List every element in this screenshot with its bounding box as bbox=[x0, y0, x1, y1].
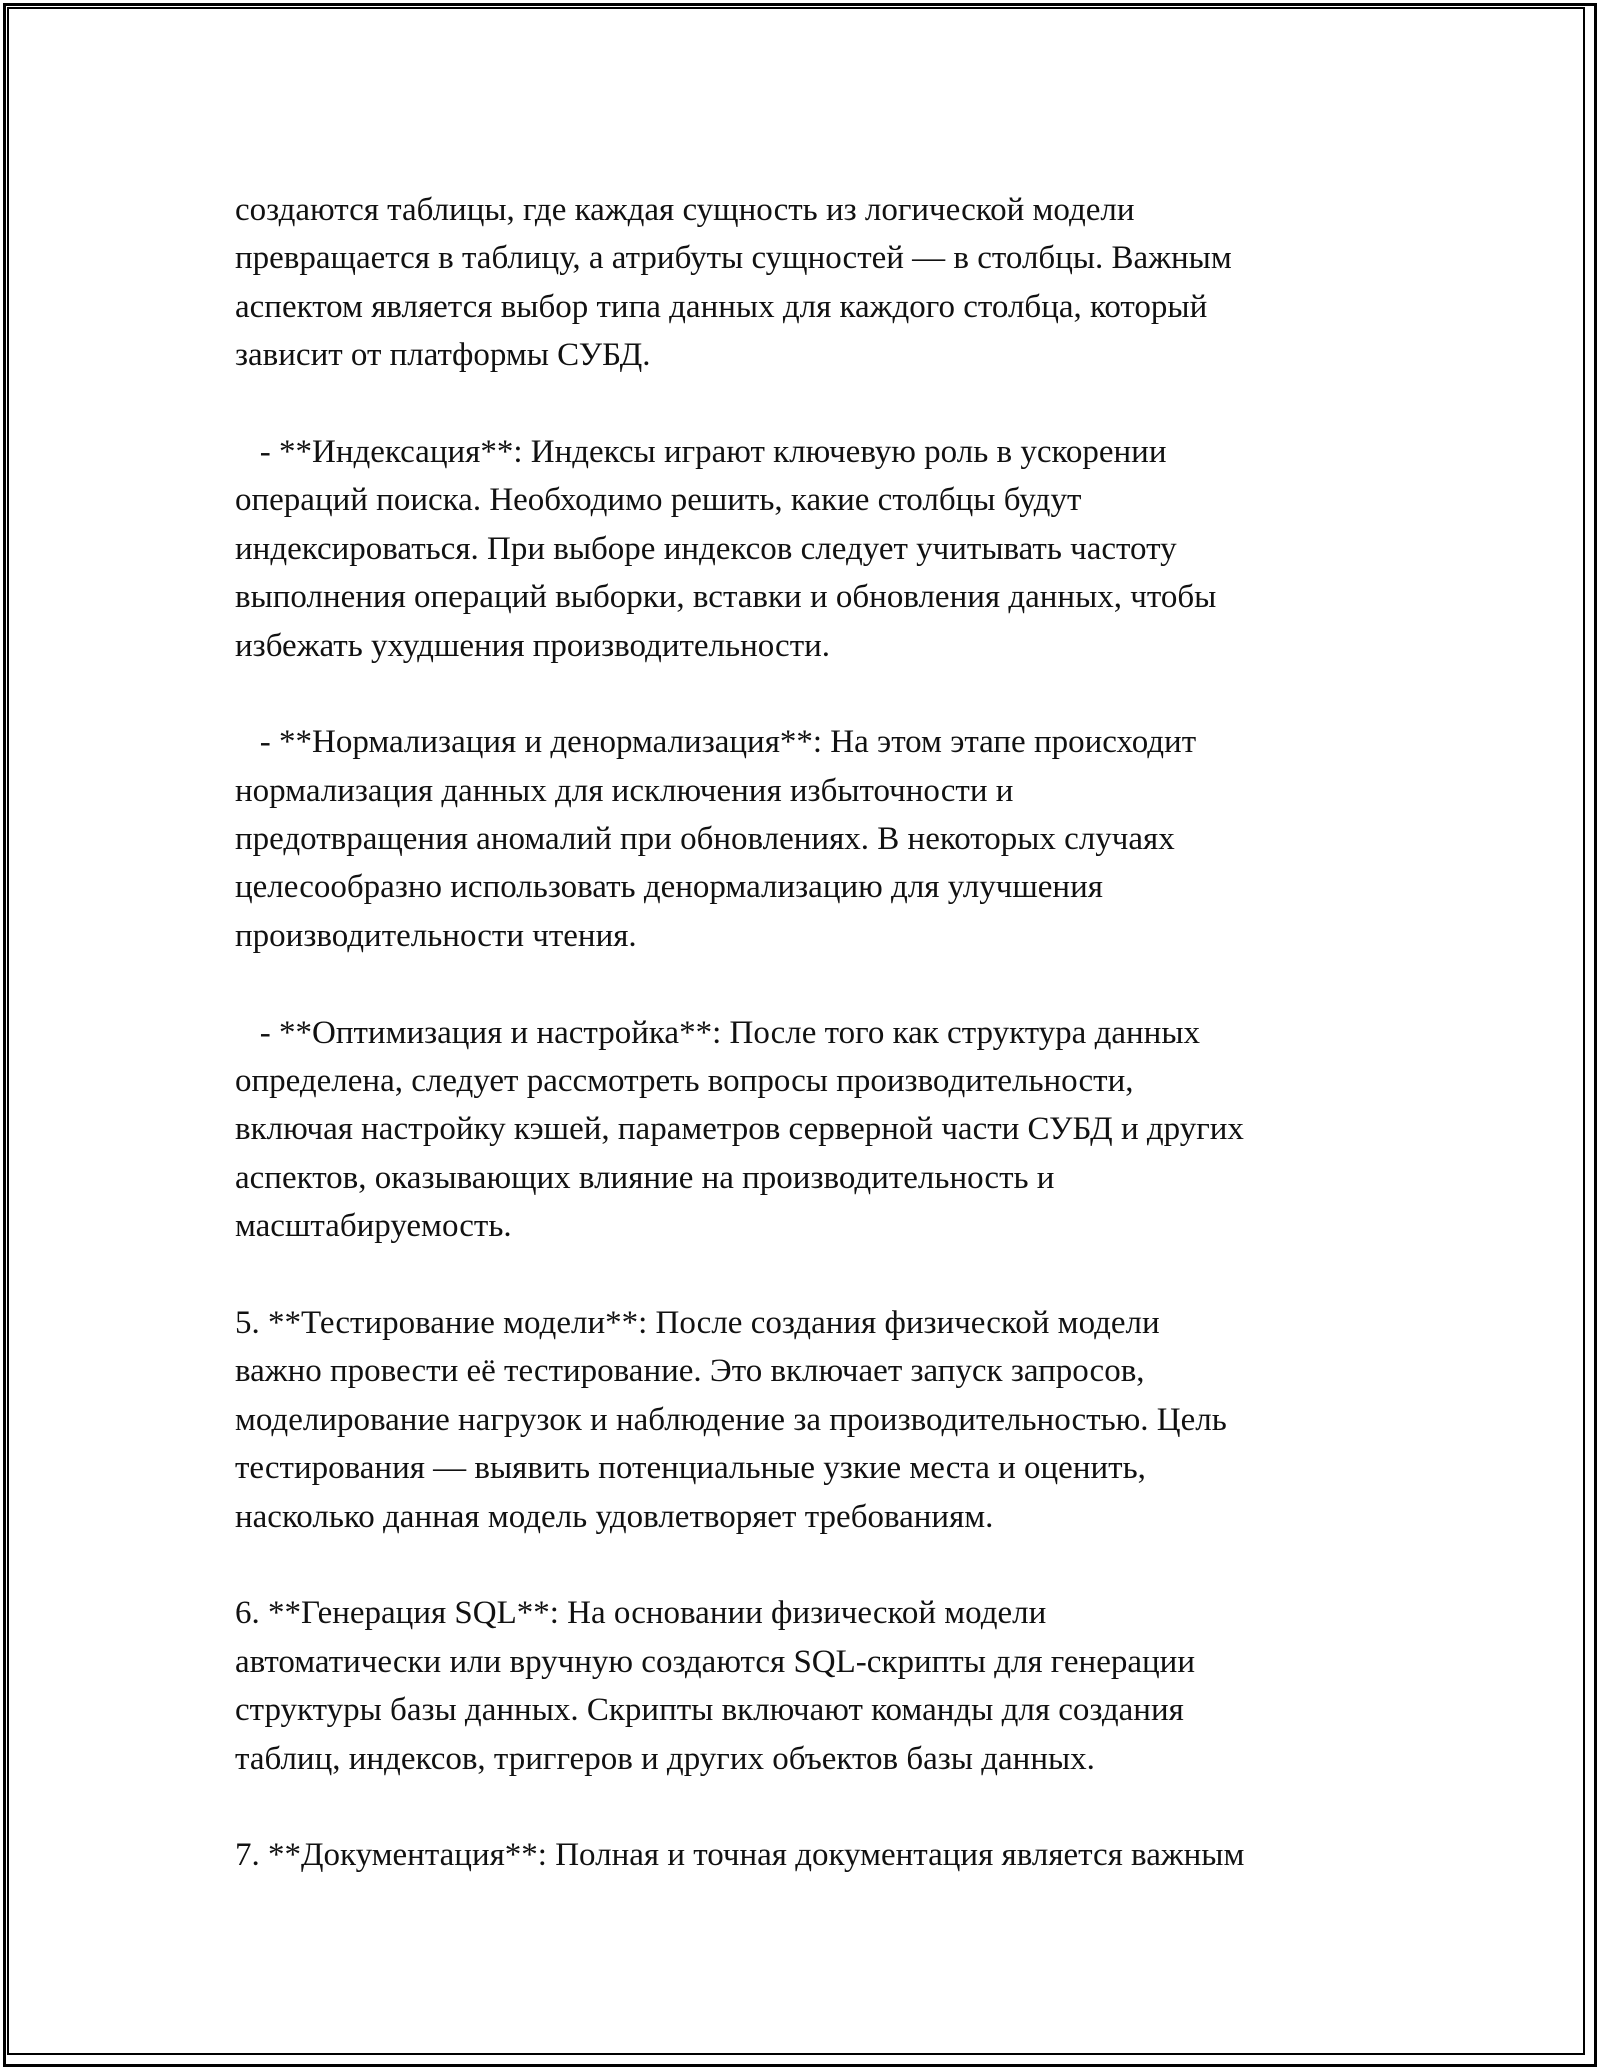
paragraph-documentation bbox=[235, 1831, 1415, 1879]
paragraph-gap bbox=[235, 960, 1415, 1008]
text-line: включая настройку кэшей, параметров серверной части СУБД и других bbox=[235, 1111, 1244, 1148]
paragraph-normalization bbox=[235, 718, 1415, 960]
text-line: создаются таблицы, где каждая сущность из логической модели bbox=[235, 192, 1135, 228]
text-line: 6. **Генерация SQL**: На основании физической модели bbox=[235, 1595, 1047, 1632]
text-line: автоматически или вручную создаются SQL-скрипты для генерации bbox=[235, 1643, 1195, 1680]
text-line: целесообразно использовать денормализацию для улучшения bbox=[235, 869, 1103, 906]
text-line: нормализация данных для исключения избыточности и bbox=[235, 772, 1014, 809]
text-line: - **Индексация**: Индексы играют ключевую роль в ускорении bbox=[235, 433, 1167, 470]
text-line: - **Оптимизация и настройка**: После того как структура данных bbox=[235, 1014, 1201, 1051]
text-line: индексироваться. При выборе индексов следует учитывать частоту bbox=[235, 530, 1177, 567]
paragraph-gap bbox=[235, 1783, 1415, 1831]
text-line: таблиц, индексов, триггеров и других объектов базы данных. bbox=[235, 1740, 1095, 1777]
text-line: важно провести её тестирование. Это включает запуск запросов, bbox=[235, 1353, 1145, 1390]
text-line: 7. **Документация**: Полная и точная документация является важным bbox=[235, 1837, 1245, 1874]
text-line: структуры базы данных. Скрипты включают команды для создания bbox=[235, 1692, 1184, 1729]
text-line: производительности чтения. bbox=[235, 917, 637, 954]
text-line: моделирование нагрузок и наблюдение за производительностью. Цель bbox=[235, 1401, 1227, 1438]
text-line: - **Нормализация и денормализация**: На этом этапе происходит bbox=[235, 724, 1197, 761]
text-line: избежать ухудшения производительности. bbox=[235, 627, 831, 664]
paragraph-testing bbox=[235, 1299, 1415, 1541]
text-line: 5. **Тестирование модели**: После создания физической модели bbox=[235, 1304, 1160, 1341]
text-line: определена, следует рассмотреть вопросы производительности, bbox=[235, 1063, 1134, 1100]
text-line: масштабируемость. bbox=[235, 1208, 512, 1245]
text-line: превращается в таблицу, а атрибуты сущностей — в столбцы. Важным bbox=[235, 240, 1232, 277]
paragraph-gap bbox=[235, 1541, 1415, 1589]
text-line: тестирования — выявить потенциальные узкие места и оценить, bbox=[235, 1450, 1146, 1487]
paragraph-physical-tables bbox=[235, 186, 1415, 380]
text-line: зависит от платформы СУБД. bbox=[235, 337, 651, 374]
paragraph-optimization bbox=[235, 1009, 1415, 1251]
text-line: предотвращения аномалий при обновлениях. В некоторых случаях bbox=[235, 821, 1175, 858]
paragraph-gap bbox=[235, 670, 1415, 718]
text-line: насколько данная модель удовлетворяет требованиям. bbox=[235, 1498, 994, 1535]
paragraph-sql-generation bbox=[235, 1589, 1415, 1783]
paragraph-indexing bbox=[235, 428, 1415, 670]
paragraph-gap bbox=[235, 1251, 1415, 1299]
text-line: операций поиска. Необходимо решить, какие столбцы будут bbox=[235, 482, 1082, 519]
text-line: аспектов, оказывающих влияние на производительность и bbox=[235, 1159, 1055, 1196]
document-body bbox=[235, 186, 1415, 1880]
paragraph-gap bbox=[235, 380, 1415, 428]
text-line: аспектом является выбор типа данных для каждого столбца, который bbox=[235, 288, 1208, 325]
text-line: выполнения операций выборки, вставки и обновления данных, чтобы bbox=[235, 579, 1217, 616]
